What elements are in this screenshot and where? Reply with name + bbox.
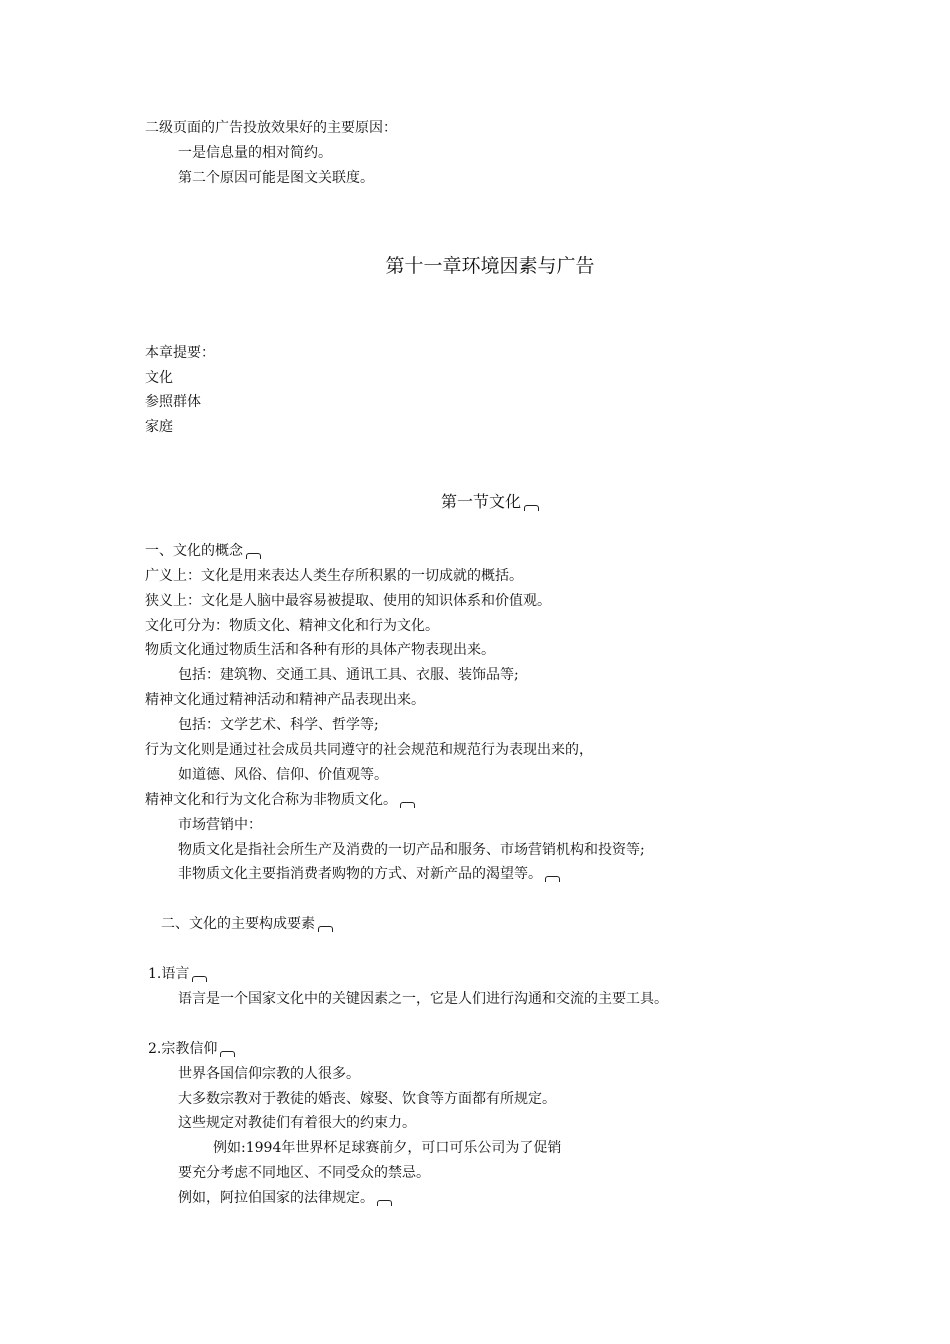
bracket-mark-icon <box>400 802 415 808</box>
summary-item: 文化 <box>145 370 173 386</box>
intro-line: 第二个原因可能是图文关联度。 <box>178 170 374 186</box>
section-title <box>0 491 950 513</box>
elements-heading-text: 二、文化的主要构成要素 <box>161 916 315 932</box>
religion-line-text: 例如，阿拉伯国家的法律规定。 <box>178 1190 374 1206</box>
bracket-mark-icon <box>318 926 333 932</box>
bracket-mark-icon <box>545 876 560 882</box>
concept-heading-text: 一、文化的概念 <box>145 543 243 559</box>
religion-title-text: 2.宗教信仰 <box>148 1041 218 1057</box>
bracket-mark-icon <box>192 976 207 982</box>
concept-line: 精神文化通过精神活动和精神产品表现出来。 <box>145 692 425 708</box>
concept-line: 文化可分为：物质文化、精神文化和行为文化。 <box>145 618 439 634</box>
religion-line: 要充分考虑不同地区、不同受众的禁忌。 <box>178 1165 430 1181</box>
section-title-text: 第一节文化 <box>440 492 521 511</box>
concept-line: 行为文化则是通过社会成员共同遵守的社会规范和规范行为表现出来的， <box>145 742 593 758</box>
chapter-title: 第十一章环境因素与广告 <box>385 255 595 277</box>
concept-line: 包括：文学艺术、科学、哲学等; <box>178 717 379 733</box>
concept-heading <box>145 541 261 561</box>
religion-line: 这些规定对教徒们有着很大的约束力。 <box>178 1115 416 1131</box>
bracket-mark-icon <box>246 553 261 559</box>
language-text: 语言是一个国家文化中的关键因素之一，它是人们进行沟通和交流的主要工具。 <box>178 991 668 1007</box>
concept-line <box>145 790 415 810</box>
language-title <box>148 964 207 984</box>
concept-line: 包括：建筑物、交通工具、通讯工具、衣服、装饰品等; <box>178 667 519 683</box>
concept-line: 狭义上：文化是人脑中最容易被提取、使用的知识体系和价值观。 <box>145 593 551 609</box>
concept-line: 物质文化通过物质生活和各种有形的具体产物表现出来。 <box>145 642 495 658</box>
bracket-mark-icon <box>524 505 539 511</box>
concept-line-text: 精神文化和行为文化合称为非物质文化。 <box>145 792 397 808</box>
intro-line: 一是信息量的相对简约。 <box>178 145 332 161</box>
concept-line-text: 非物质文化主要指消费者购物的方式、对新产品的渴望等。 <box>178 866 542 882</box>
religion-title <box>148 1039 235 1059</box>
elements-heading <box>161 914 333 934</box>
concept-line: 广义上：文化是用来表达人类生存所积累的一切成就的概括。 <box>145 568 523 584</box>
language-title-text: 1.语言 <box>148 966 190 982</box>
bracket-mark-icon <box>220 1051 235 1057</box>
summary-label: 本章提要： <box>145 345 215 361</box>
summary-item: 参照群体 <box>145 394 201 410</box>
concept-line <box>178 864 560 884</box>
bracket-mark-icon <box>377 1200 392 1206</box>
religion-line: 世界各国信仰宗教的人很多。 <box>178 1066 360 1082</box>
religion-line: 大多数宗教对于教徒的婚丧、嫁娶、饮食等方面都有所规定。 <box>178 1091 556 1107</box>
concept-line: 物质文化是指社会所生产及消费的一切产品和服务、市场营销机构和投资等; <box>178 842 645 858</box>
religion-line <box>178 1188 392 1208</box>
religion-line: 例如:1994年世界杯足球赛前夕，可口可乐公司为了促销 <box>213 1140 562 1156</box>
concept-line: 如道德、风俗、信仰、价值观等。 <box>178 767 388 783</box>
intro-line: 二级页面的广告投放效果好的主要原因： <box>145 120 397 136</box>
concept-line: 市场营销中： <box>178 817 262 833</box>
summary-item: 家庭 <box>145 419 173 435</box>
